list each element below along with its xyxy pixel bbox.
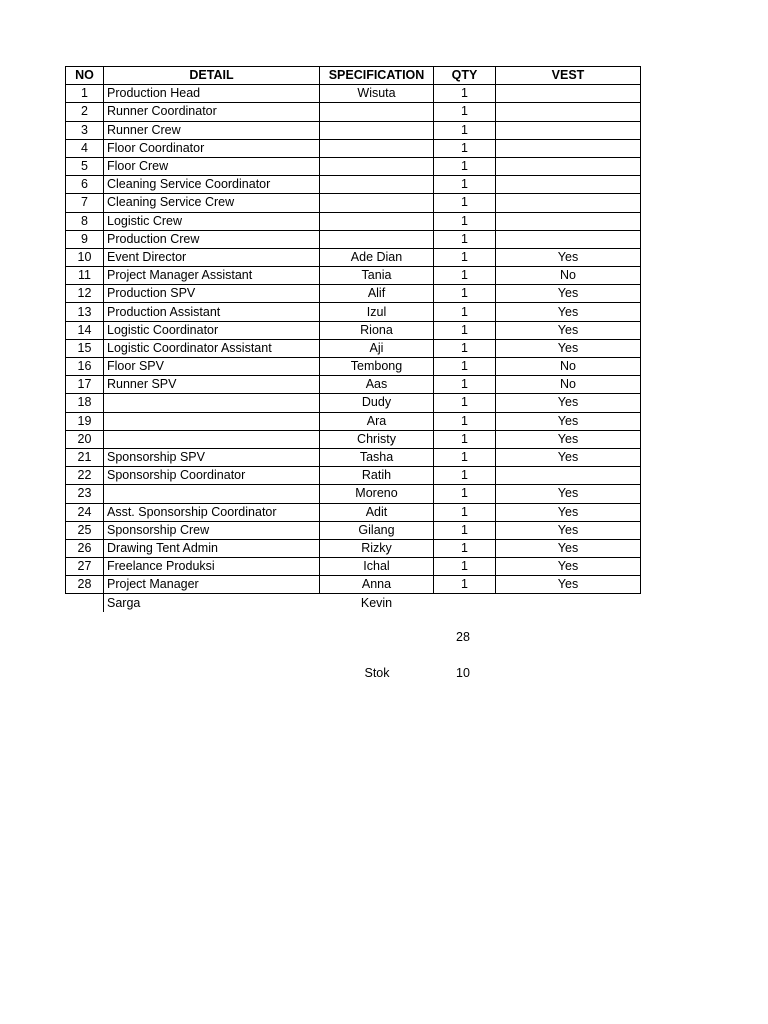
row-no: 10	[66, 248, 104, 266]
row-qty: 1	[434, 230, 496, 248]
row-qty: 1	[434, 339, 496, 357]
row-no: 26	[66, 539, 104, 557]
row-qty: 1	[434, 521, 496, 539]
table-row	[66, 521, 641, 539]
row-specification	[320, 121, 434, 139]
row-vest: Yes	[496, 576, 641, 594]
row-vest: Yes	[496, 339, 641, 357]
table-row	[66, 230, 641, 248]
row-qty: 1	[434, 430, 496, 448]
row-specification: Ichal	[320, 558, 434, 576]
row-detail: Project Manager	[104, 576, 320, 594]
table-row	[66, 157, 641, 175]
row-no: 12	[66, 285, 104, 303]
row-specification	[320, 176, 434, 194]
row-no: 19	[66, 412, 104, 430]
table-row	[66, 539, 641, 557]
header-specification: SPECIFICATION	[320, 67, 434, 85]
row-no: 13	[66, 303, 104, 321]
table-row	[66, 394, 641, 412]
row-detail: Freelance Produksi	[104, 558, 320, 576]
row-no: 5	[66, 157, 104, 175]
row-qty: 1	[434, 394, 496, 412]
table-row	[66, 248, 641, 266]
row-qty: 1	[434, 503, 496, 521]
table-row	[66, 503, 641, 521]
row-detail: Runner Coordinator	[104, 103, 320, 121]
row-no: 21	[66, 448, 104, 466]
stock-label: Stok	[364, 666, 390, 680]
row-vest	[496, 230, 641, 248]
table-row	[66, 430, 641, 448]
row-qty: 1	[434, 176, 496, 194]
row-specification: Tasha	[320, 448, 434, 466]
row-qty: 1	[434, 412, 496, 430]
row-detail: Production SPV	[104, 285, 320, 303]
spreadsheet	[65, 66, 641, 680]
row-detail: Floor Crew	[104, 157, 320, 175]
row-qty: 1	[434, 539, 496, 557]
row-vest: No	[496, 376, 641, 394]
row-vest: Yes	[496, 430, 641, 448]
row-no: 8	[66, 212, 104, 230]
row-detail	[104, 394, 320, 412]
table-row	[66, 576, 641, 594]
row-qty: 1	[434, 103, 496, 121]
row-specification	[320, 103, 434, 121]
row-detail: Logistic Coordinator	[104, 321, 320, 339]
row-vest	[496, 467, 641, 485]
table-row	[66, 194, 641, 212]
row-no: 20	[66, 430, 104, 448]
row-detail: Cleaning Service Coordinator	[104, 176, 320, 194]
row-detail: Runner Crew	[104, 121, 320, 139]
row-vest: Yes	[496, 539, 641, 557]
row-qty: 1	[434, 558, 496, 576]
table-row	[66, 321, 641, 339]
row-no: 6	[66, 176, 104, 194]
row-detail: Production Head	[104, 85, 320, 103]
row-detail: Runner SPV	[104, 376, 320, 394]
row-detail: Logistic Crew	[104, 212, 320, 230]
table-row	[66, 467, 641, 485]
row-detail: Drawing Tent Admin	[104, 539, 320, 557]
row-detail: Floor Coordinator	[104, 139, 320, 157]
row-qty: 1	[434, 121, 496, 139]
row-specification	[320, 212, 434, 230]
row-qty: 1	[434, 376, 496, 394]
row-detail: Floor SPV	[104, 358, 320, 376]
row-vest	[496, 194, 641, 212]
row-specification: Tania	[320, 267, 434, 285]
table-row	[66, 358, 641, 376]
row-specification: Wisuta	[320, 85, 434, 103]
row-no: 28	[66, 576, 104, 594]
table-row	[66, 139, 641, 157]
row-no: 7	[66, 194, 104, 212]
table-row	[66, 85, 641, 103]
header-vest: VEST	[496, 67, 641, 85]
row-no: 14	[66, 321, 104, 339]
row-no: 9	[66, 230, 104, 248]
row-no: 15	[66, 339, 104, 357]
table-row	[66, 448, 641, 466]
row-specification: Anna	[320, 576, 434, 594]
row-specification: Adit	[320, 503, 434, 521]
row-detail: Asst. Sponsorship Coordinator	[104, 503, 320, 521]
row-no: 4	[66, 139, 104, 157]
row-qty: 1	[434, 285, 496, 303]
table-row	[66, 376, 641, 394]
row-specification: Gilang	[320, 521, 434, 539]
row-no: 1	[66, 85, 104, 103]
header-row	[66, 67, 641, 85]
table-row	[66, 558, 641, 576]
row-specification: Rizky	[320, 539, 434, 557]
row-detail: Sponsorship SPV	[104, 448, 320, 466]
table-row	[66, 303, 641, 321]
row-qty: 1	[434, 321, 496, 339]
row-no: 23	[66, 485, 104, 503]
row-specification: Aji	[320, 339, 434, 357]
row-specification: Dudy	[320, 394, 434, 412]
row-vest: Yes	[496, 412, 641, 430]
row-detail: Sarga	[104, 594, 320, 612]
row-no: 17	[66, 376, 104, 394]
row-specification: Riona	[320, 321, 434, 339]
row-vest: Yes	[496, 503, 641, 521]
row-qty-empty	[434, 594, 496, 612]
row-vest: Yes	[496, 303, 641, 321]
header-no: NO	[66, 67, 104, 85]
table-row	[66, 121, 641, 139]
row-detail: Event Director	[104, 248, 320, 266]
row-specification: Aas	[320, 376, 434, 394]
row-vest: Yes	[496, 558, 641, 576]
row-specification	[320, 230, 434, 248]
header-detail: DETAIL	[104, 67, 320, 85]
row-vest: Yes	[496, 321, 641, 339]
row-specification	[320, 157, 434, 175]
row-specification	[320, 139, 434, 157]
table-row	[66, 412, 641, 430]
row-vest: No	[496, 267, 641, 285]
table-body	[66, 85, 641, 612]
row-vest: Yes	[496, 285, 641, 303]
row-specification: Christy	[320, 430, 434, 448]
row-detail: Sponsorship Coordinator	[104, 467, 320, 485]
row-vest	[496, 103, 641, 121]
row-detail: Project Manager Assistant	[104, 267, 320, 285]
row-specification: Izul	[320, 303, 434, 321]
row-vest-empty	[496, 594, 641, 612]
row-qty: 1	[434, 467, 496, 485]
row-vest	[496, 176, 641, 194]
row-specification: Moreno	[320, 485, 434, 503]
row-qty: 1	[434, 139, 496, 157]
row-qty: 1	[434, 448, 496, 466]
stock-value: 10	[456, 666, 470, 680]
row-vest	[496, 212, 641, 230]
row-detail: Production Assistant	[104, 303, 320, 321]
row-detail: Logistic Coordinator Assistant	[104, 339, 320, 357]
table-row	[66, 285, 641, 303]
row-specification: Ara	[320, 412, 434, 430]
row-specification: Ade Dian	[320, 248, 434, 266]
row-no: 3	[66, 121, 104, 139]
table-row	[66, 212, 641, 230]
row-no: 11	[66, 267, 104, 285]
row-qty: 1	[434, 248, 496, 266]
table-row	[66, 267, 641, 285]
row-vest: Yes	[496, 394, 641, 412]
row-qty: 1	[434, 267, 496, 285]
row-qty: 1	[434, 576, 496, 594]
row-vest	[496, 85, 641, 103]
row-detail	[104, 430, 320, 448]
row-specification	[320, 194, 434, 212]
row-specification: Kevin	[360, 595, 393, 610]
row-qty: 1	[434, 303, 496, 321]
row-vest: No	[496, 358, 641, 376]
row-detail: Sponsorship Crew	[104, 521, 320, 539]
row-detail: Cleaning Service Crew	[104, 194, 320, 212]
row-vest	[496, 157, 641, 175]
table-row	[66, 339, 641, 357]
header-qty: QTY	[434, 67, 496, 85]
crew-table	[65, 66, 641, 612]
row-qty: 1	[434, 212, 496, 230]
row-detail	[104, 485, 320, 503]
row-no-empty	[66, 594, 104, 612]
extra-row	[66, 594, 641, 612]
total-qty: 28	[456, 630, 470, 644]
row-vest	[496, 121, 641, 139]
row-no: 24	[66, 503, 104, 521]
row-no: 16	[66, 358, 104, 376]
row-qty: 1	[434, 194, 496, 212]
row-no: 27	[66, 558, 104, 576]
table-row	[66, 176, 641, 194]
row-vest: Yes	[496, 248, 641, 266]
row-qty: 1	[434, 157, 496, 175]
row-qty: 1	[434, 358, 496, 376]
row-vest	[496, 139, 641, 157]
row-no: 2	[66, 103, 104, 121]
row-specification: Alif	[320, 285, 434, 303]
row-no: 18	[66, 394, 104, 412]
row-detail: Production Crew	[104, 230, 320, 248]
row-vest: Yes	[496, 485, 641, 503]
table-row	[66, 103, 641, 121]
row-specification: Tembong	[320, 358, 434, 376]
row-specification: Ratih	[320, 467, 434, 485]
row-vest: Yes	[496, 448, 641, 466]
row-vest: Yes	[496, 521, 641, 539]
row-detail	[104, 412, 320, 430]
row-qty: 1	[434, 85, 496, 103]
row-no: 22	[66, 467, 104, 485]
row-no: 25	[66, 521, 104, 539]
table-row	[66, 485, 641, 503]
row-qty: 1	[434, 485, 496, 503]
